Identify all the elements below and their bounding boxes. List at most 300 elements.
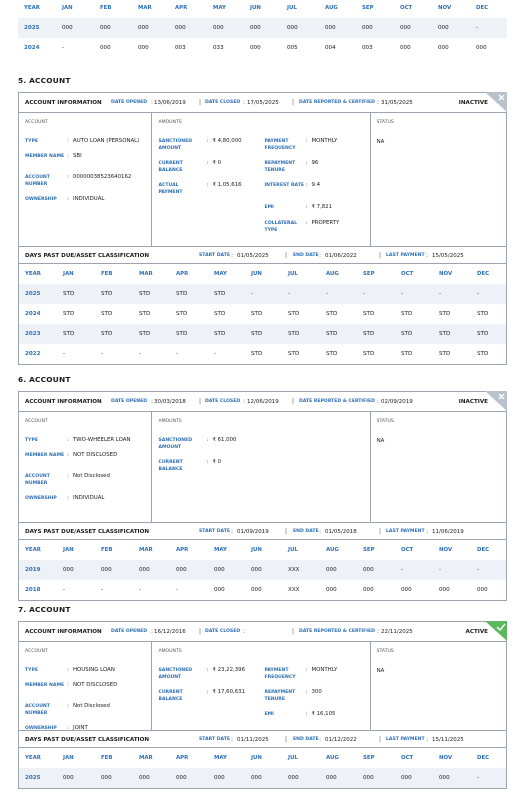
- column-header-month: JUN: [251, 271, 262, 277]
- month-cell: 000: [251, 775, 262, 781]
- column-header-month: SEP: [363, 271, 375, 277]
- end-date-label: END DATE: [293, 529, 319, 534]
- column-header-month: OCT: [401, 755, 414, 761]
- year-cell: 2025: [25, 291, 41, 297]
- account-column: [19, 113, 152, 246]
- field-value: INDIVIDUAL: [73, 196, 105, 202]
- month-cell: -: [62, 45, 65, 51]
- account-info-header: [19, 93, 506, 113]
- separator: |: [292, 398, 295, 405]
- field-value: NOT DISCLOSED: [73, 452, 118, 458]
- field-label: OWNERSHIP: [25, 496, 57, 501]
- field-label: MEMBER NAME: [25, 453, 65, 458]
- date-opened-value: 16/12/2016: [154, 629, 186, 635]
- month-cell: 000: [288, 775, 299, 781]
- month-cell: -: [214, 351, 217, 357]
- field-value: 9.4: [311, 182, 321, 188]
- month-cell: 000: [439, 775, 450, 781]
- month-cell: 003: [175, 45, 186, 51]
- month-cell: STD: [101, 311, 113, 317]
- month-cell: 000: [477, 587, 488, 593]
- account-body: [19, 412, 506, 522]
- month-cell: STD: [214, 311, 226, 317]
- date-opened-value: 30/03/2018: [154, 399, 186, 405]
- month-cell: 000: [326, 587, 337, 593]
- field-label: REPAYMENT TENURE: [264, 161, 296, 173]
- dpd-title: DAYS PAST DUE/ASSET CLASSIFICATION: [25, 253, 150, 259]
- column-header-month: OCT: [400, 5, 413, 11]
- field-label: PAYMENT FREQUENCY: [264, 668, 296, 680]
- field-colon: :: [206, 138, 209, 144]
- column-title: STATUS: [376, 649, 394, 654]
- month-cell: -: [439, 567, 442, 573]
- column-header-month: MAR: [139, 547, 153, 553]
- amounts-column: [152, 642, 370, 730]
- field-colon: :: [67, 682, 69, 688]
- month-cell: STD: [176, 291, 188, 297]
- field-colon: :: [67, 473, 69, 479]
- colon: :: [319, 528, 322, 535]
- column-header-month: JUN: [250, 5, 261, 11]
- field-value: ₹ 23,22,396: [212, 667, 246, 673]
- separator: |: [379, 736, 382, 743]
- column-title: ACCOUNT: [25, 649, 48, 654]
- column-header-month: NOV: [439, 271, 453, 277]
- account-status-badge: INACTIVE: [458, 399, 488, 405]
- field-label: SANCTIONED AMOUNT: [158, 438, 193, 450]
- date-opened-label: DATE OPENED: [111, 100, 148, 105]
- month-cell: STD: [288, 331, 300, 337]
- field-colon: :: [67, 725, 69, 731]
- column-header-month: JAN: [63, 547, 74, 553]
- month-cell: 000: [438, 25, 449, 31]
- month-cell: -: [101, 351, 104, 357]
- column-header-month: OCT: [401, 547, 414, 553]
- field-colon: :: [67, 703, 69, 709]
- separator: |: [285, 252, 288, 259]
- column-header-month: FEB: [101, 547, 113, 553]
- field-colon: :: [305, 689, 308, 695]
- account-info-title: ACCOUNT INFORMATION: [25, 629, 102, 635]
- status-value: NA: [376, 438, 385, 444]
- month-cell: STD: [288, 311, 300, 317]
- field-label: ACCOUNT NUMBER: [25, 474, 50, 486]
- year-cell: 2024: [25, 311, 41, 317]
- table-row: [19, 580, 506, 600]
- field-label: EMI: [264, 205, 274, 210]
- colon: :: [243, 628, 246, 635]
- month-cell: STD: [214, 291, 226, 297]
- month-cell: -: [101, 587, 104, 593]
- month-cell: 000: [438, 45, 449, 51]
- close-icon: [485, 92, 507, 112]
- month-cell: 000: [138, 25, 149, 31]
- month-cell: XXX: [288, 587, 300, 593]
- month-cell: -: [288, 291, 291, 297]
- column-header-year: YEAR: [25, 755, 41, 761]
- end-date-value: 01/06/2022: [325, 253, 357, 259]
- start-date-label: START DATE: [199, 737, 230, 742]
- column-header-month: SEP: [363, 755, 375, 761]
- column-header-year: YEAR: [25, 547, 41, 553]
- colon: :: [151, 398, 154, 405]
- month-cell: STD: [251, 351, 263, 357]
- column-title: ACCOUNT: [25, 419, 48, 424]
- table-row: [19, 324, 506, 344]
- account-status-badge: INACTIVE: [458, 100, 488, 106]
- column-header-month: DEC: [476, 5, 489, 11]
- table-row: [19, 768, 506, 788]
- month-cell: -: [139, 351, 142, 357]
- separator: |: [285, 736, 288, 743]
- year-cell: 2018: [25, 587, 41, 593]
- column-title: AMOUNTS: [158, 649, 182, 654]
- last-payment-label: LAST PAYMENT: [386, 737, 425, 742]
- table-row: [19, 304, 506, 324]
- start-date-value: 01/05/2025: [237, 253, 269, 259]
- column-header-month: FEB: [101, 755, 113, 761]
- month-cell: -: [176, 587, 179, 593]
- amounts-column: [152, 113, 370, 246]
- field-colon: :: [206, 689, 209, 695]
- column-header-month: MAR: [138, 5, 152, 11]
- field-label: TYPE: [25, 668, 38, 673]
- column-header-month: JUL: [288, 547, 298, 553]
- field-colon: :: [67, 437, 69, 443]
- table-header-row: [19, 540, 506, 560]
- last-payment-value: 11/06/2019: [432, 529, 464, 535]
- field-label: INTEREST RATE: [264, 183, 305, 188]
- field-colon: :: [206, 182, 209, 188]
- month-cell: STD: [477, 311, 489, 317]
- column-header-month: SEP: [362, 5, 374, 11]
- field-colon: :: [305, 138, 308, 144]
- table-row: [18, 38, 507, 58]
- column-title: ACCOUNT: [25, 120, 48, 125]
- month-cell: -: [251, 291, 254, 297]
- month-cell: 000: [326, 775, 337, 781]
- column-header-month: JUL: [288, 271, 298, 277]
- separator: |: [292, 628, 295, 635]
- status-column: [371, 113, 506, 246]
- field-value: 300: [311, 689, 322, 695]
- column-header-month: MAY: [214, 271, 227, 277]
- field-value: Not Disclosed: [73, 703, 110, 709]
- field-value: ₹ 4,80,000: [212, 138, 242, 144]
- column-header-month: APR: [176, 755, 189, 761]
- month-cell: STD: [477, 351, 489, 357]
- month-cell: 000: [63, 775, 74, 781]
- month-cell: STD: [139, 311, 151, 317]
- column-header-month: APR: [176, 271, 189, 277]
- year-cell: 2024: [24, 45, 40, 51]
- table-row: [18, 18, 507, 38]
- dpd-header: [19, 246, 506, 264]
- field-label: OWNERSHIP: [25, 197, 57, 202]
- date-reported-label: DATE REPORTED & CERTIFIED: [299, 629, 375, 634]
- column-header-month: APR: [176, 547, 189, 553]
- field-label: CURRENT BALANCE: [158, 690, 183, 702]
- field-colon: :: [206, 437, 209, 443]
- colon: :: [377, 628, 380, 635]
- field-colon: :: [67, 174, 69, 180]
- field-colon: :: [305, 160, 308, 166]
- date-reported-label: DATE REPORTED & CERTIFIED: [299, 399, 375, 404]
- month-cell: STD: [101, 291, 113, 297]
- month-cell: 000: [101, 775, 112, 781]
- month-cell: 000: [287, 25, 298, 31]
- account-info-header: [19, 622, 506, 642]
- month-cell: STD: [326, 331, 338, 337]
- column-header-month: JAN: [63, 271, 74, 277]
- month-cell: 000: [362, 25, 373, 31]
- column-header-year: YEAR: [24, 5, 40, 11]
- field-value: TWO-WHEELER LOAN: [73, 437, 131, 443]
- separator: |: [379, 528, 382, 535]
- field-label: MEMBER NAME: [25, 683, 65, 688]
- field-label: COLLATERAL TYPE: [264, 221, 298, 233]
- field-label: PAYMENT FREQUENCY: [264, 139, 296, 151]
- colon: :: [231, 528, 234, 535]
- field-value: Not Disclosed: [73, 473, 110, 479]
- month-cell: STD: [101, 331, 113, 337]
- section-title: 6. ACCOUNT: [18, 375, 71, 384]
- month-cell: STD: [176, 331, 188, 337]
- month-cell: 000: [214, 775, 225, 781]
- month-cell: 005: [287, 45, 298, 51]
- colon: :: [319, 736, 322, 743]
- month-cell: -: [477, 291, 480, 297]
- month-cell: XXX: [288, 567, 300, 573]
- month-cell: -: [477, 567, 480, 573]
- field-label: ACCOUNT NUMBER: [25, 704, 50, 716]
- column-title: AMOUNTS: [158, 120, 182, 125]
- table-header-row: [19, 264, 506, 284]
- month-cell: 000: [250, 25, 261, 31]
- date-closed-value: 17/05/2025: [247, 100, 279, 106]
- account-info-header: [19, 392, 506, 412]
- date-reported-value: 31/05/2025: [381, 100, 413, 106]
- date-closed-label: DATE CLOSED: [205, 399, 241, 404]
- end-date-label: END DATE: [293, 253, 319, 258]
- field-label: TYPE: [25, 139, 38, 144]
- field-label: TYPE: [25, 438, 38, 443]
- colon: :: [426, 528, 429, 535]
- field-colon: :: [67, 495, 69, 501]
- month-cell: STD: [363, 311, 375, 317]
- colon: :: [377, 398, 380, 405]
- field-value: AUTO LOAN (PERSONAL): [73, 138, 140, 144]
- year-cell: 2025: [24, 25, 40, 31]
- column-header-month: SEP: [363, 547, 375, 553]
- column-header-month: AUG: [326, 271, 339, 277]
- dpd-header: [19, 730, 506, 748]
- column-header-month: JUN: [251, 755, 262, 761]
- field-label: MEMBER NAME: [25, 154, 65, 159]
- column-header-month: DEC: [477, 547, 490, 553]
- field-value: 96: [311, 160, 319, 166]
- status-value: NA: [376, 139, 385, 145]
- field-label: OWNERSHIP: [25, 726, 57, 731]
- field-label: SANCTIONED AMOUNT: [158, 668, 193, 680]
- field-value: INDIVIDUAL: [73, 495, 105, 501]
- month-cell: STD: [439, 331, 451, 337]
- month-cell: 000: [401, 587, 412, 593]
- last-payment-value: 15/11/2025: [432, 737, 464, 743]
- month-cell: STD: [401, 311, 413, 317]
- last-payment-label: LAST PAYMENT: [386, 529, 425, 534]
- account-body: [19, 642, 506, 730]
- field-value: JOINT: [73, 725, 88, 731]
- month-cell: 000: [251, 567, 262, 573]
- column-header-month: JAN: [62, 5, 73, 11]
- year-cell: 2023: [25, 331, 41, 337]
- month-cell: 003: [362, 45, 373, 51]
- field-colon: :: [206, 459, 209, 465]
- field-label: CURRENT BALANCE: [158, 460, 183, 472]
- month-cell: 000: [439, 587, 450, 593]
- month-cell: 000: [363, 587, 374, 593]
- separator: |: [199, 99, 202, 106]
- month-cell: STD: [139, 291, 151, 297]
- field-value: ₹ 16,105: [311, 711, 336, 717]
- month-cell: STD: [251, 331, 263, 337]
- account-info-title: ACCOUNT INFORMATION: [25, 100, 102, 106]
- account-column: [19, 412, 152, 522]
- account-card: [18, 391, 507, 601]
- field-label: ACTUAL PAYMENT: [158, 183, 183, 195]
- field-value: ₹ 1,05,616: [212, 182, 242, 188]
- column-header-month: OCT: [401, 271, 414, 277]
- close-icon: [485, 391, 507, 411]
- month-cell: STD: [363, 331, 375, 337]
- start-date-label: START DATE: [199, 529, 230, 534]
- check-icon: [485, 621, 507, 641]
- date-reported-label: DATE REPORTED & CERTIFIED: [299, 100, 375, 105]
- column-title: STATUS: [376, 419, 394, 424]
- end-date-value: 01/05/2018: [325, 529, 357, 535]
- field-colon: :: [305, 182, 308, 188]
- column-header-month: AUG: [325, 5, 338, 11]
- dpd-header: [19, 522, 506, 540]
- table-row: [19, 560, 506, 580]
- month-cell: 000: [139, 775, 150, 781]
- colon: :: [243, 99, 246, 106]
- column-header-month: NOV: [439, 547, 453, 553]
- month-cell: -: [176, 351, 179, 357]
- column-header-month: MAR: [139, 755, 153, 761]
- table-header-row: [18, 0, 507, 18]
- separator: |: [292, 99, 295, 106]
- field-value: SBI: [73, 153, 82, 159]
- account-card: [18, 621, 507, 789]
- month-cell: STD: [326, 351, 338, 357]
- month-cell: 000: [476, 45, 487, 51]
- month-cell: STD: [326, 311, 338, 317]
- field-colon: :: [67, 138, 69, 144]
- last-payment-value: 15/05/2025: [432, 253, 464, 259]
- date-opened-label: DATE OPENED: [111, 629, 148, 634]
- field-colon: :: [305, 711, 308, 717]
- month-cell: -: [326, 291, 329, 297]
- month-cell: -: [476, 25, 479, 31]
- separator: |: [199, 398, 202, 405]
- month-cell: 000: [100, 25, 111, 31]
- field-value: PROPERTY: [311, 220, 340, 226]
- month-cell: STD: [63, 291, 75, 297]
- month-cell: 004: [325, 45, 336, 51]
- month-cell: -: [401, 291, 404, 297]
- table-row: [19, 344, 506, 364]
- column-header-month: JUN: [251, 547, 262, 553]
- month-cell: STD: [439, 351, 451, 357]
- month-cell: -: [63, 351, 66, 357]
- table-header-row: [19, 748, 506, 768]
- month-cell: STD: [477, 331, 489, 337]
- last-payment-label: LAST PAYMENT: [386, 253, 425, 258]
- column-header-month: JUL: [288, 755, 298, 761]
- section-title: 7. ACCOUNT: [18, 605, 71, 614]
- colon: :: [243, 398, 246, 405]
- month-cell: 000: [175, 25, 186, 31]
- end-date-value: 01/12/2022: [325, 737, 357, 743]
- month-cell: 000: [100, 45, 111, 51]
- field-colon: :: [305, 667, 308, 673]
- field-value: ₹ 61,000: [212, 437, 237, 443]
- month-cell: 000: [214, 587, 225, 593]
- start-date-label: START DATE: [199, 253, 230, 258]
- colon: :: [231, 252, 234, 259]
- date-opened-value: 13/06/2019: [154, 100, 186, 106]
- month-cell: STD: [63, 331, 75, 337]
- month-cell: STD: [139, 331, 151, 337]
- field-label: REPAYMENT TENURE: [264, 690, 296, 702]
- month-cell: 000: [326, 567, 337, 573]
- field-colon: :: [67, 153, 69, 159]
- month-cell: -: [139, 587, 142, 593]
- field-colon: :: [67, 667, 69, 673]
- year-cell: 2019: [25, 567, 41, 573]
- column-header-month: NOV: [438, 5, 452, 11]
- month-cell: 000: [325, 25, 336, 31]
- field-label: EMI: [264, 712, 274, 717]
- month-cell: STD: [401, 351, 413, 357]
- table-row: [19, 284, 506, 304]
- field-value: HOUSING LOAN: [73, 667, 115, 673]
- field-colon: :: [305, 204, 308, 210]
- colon: :: [377, 99, 380, 106]
- section-title: 5. ACCOUNT: [18, 76, 71, 85]
- column-header-month: NOV: [439, 755, 453, 761]
- column-header-month: MAR: [139, 271, 153, 277]
- column-header-month: JAN: [63, 755, 74, 761]
- month-cell: 000: [400, 25, 411, 31]
- month-cell: -: [63, 587, 66, 593]
- start-date-value: 01/11/2025: [237, 737, 269, 743]
- field-value: NOT DISCLOSED: [73, 682, 118, 688]
- field-value: ₹ 7,821: [311, 204, 333, 210]
- month-cell: 000: [251, 587, 262, 593]
- month-cell: 000: [62, 25, 73, 31]
- field-value: ₹ 0: [212, 459, 222, 465]
- field-label: ACCOUNT NUMBER: [25, 175, 50, 187]
- column-header-month: AUG: [326, 755, 339, 761]
- column-header-month: MAY: [213, 5, 226, 11]
- month-cell: STD: [63, 311, 75, 317]
- month-cell: 000: [176, 567, 187, 573]
- date-opened-label: DATE OPENED: [111, 399, 148, 404]
- column-header-month: DEC: [477, 271, 490, 277]
